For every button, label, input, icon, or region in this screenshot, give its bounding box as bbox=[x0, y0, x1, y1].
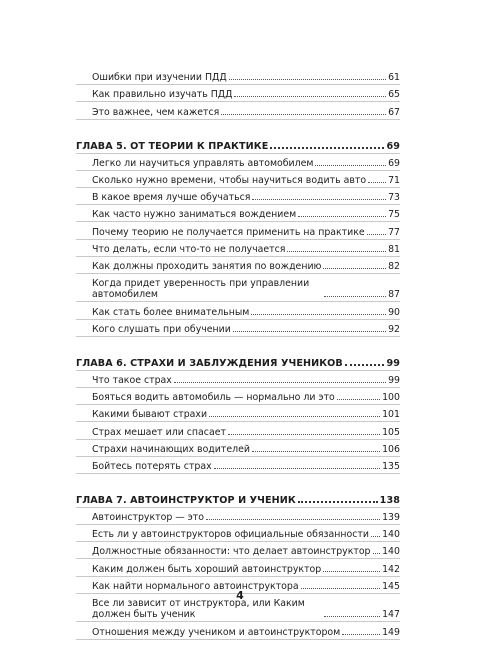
page-reference: 135 bbox=[382, 460, 400, 472]
dot-leader bbox=[367, 234, 386, 235]
page-reference: 61 bbox=[388, 72, 400, 84]
entry-title: Страхи начинающих водителей bbox=[92, 443, 250, 455]
page-reference: 71 bbox=[388, 174, 400, 186]
dot-leader bbox=[315, 165, 386, 166]
page-reference: 106 bbox=[382, 443, 400, 455]
dot-leader bbox=[251, 314, 386, 315]
toc-entry bbox=[76, 257, 400, 274]
toc-entry bbox=[76, 205, 400, 222]
toc-entry bbox=[76, 240, 400, 257]
toc-entry bbox=[76, 405, 400, 422]
entry-title: Когда придет уверенность при управлении автомобилем bbox=[92, 278, 310, 301]
toc-entry bbox=[76, 68, 400, 85]
toc-entry bbox=[76, 422, 400, 439]
dot-leader bbox=[234, 96, 386, 97]
page-reference: 142 bbox=[382, 563, 400, 575]
dot-leader bbox=[324, 616, 380, 617]
entry-title: Все ли зависит от инструктора, или Каким должен быть ученик bbox=[92, 598, 305, 621]
toc-entry bbox=[76, 508, 400, 525]
page-reference: 139 bbox=[382, 512, 400, 524]
toc-entry bbox=[76, 371, 400, 388]
page-reference: 101 bbox=[382, 409, 400, 421]
entry-title: Сколько нужно времени, чтобы научиться водить авто bbox=[92, 174, 367, 186]
dot-leader bbox=[371, 536, 380, 537]
entry-title: Есть ли у автоинструкторов официальные обязанности bbox=[92, 529, 369, 541]
toc-entry bbox=[76, 154, 400, 171]
page-reference: 140 bbox=[382, 546, 400, 558]
dot-leader bbox=[324, 296, 386, 297]
entry-title: В какое время лучше обучаться bbox=[92, 192, 251, 204]
page-reference: 82 bbox=[388, 260, 400, 272]
dot-leader bbox=[373, 553, 381, 554]
dot-leader bbox=[337, 399, 380, 400]
entry-title: Как найти нормального автоинструктора bbox=[92, 580, 299, 592]
dot-leader bbox=[298, 501, 378, 503]
toc-entry bbox=[76, 222, 400, 239]
entry-title: Как правильно изучать ПДД bbox=[92, 89, 233, 101]
dot-leader bbox=[287, 251, 386, 252]
entry-title: Как должны проходить занятия по вождению bbox=[92, 260, 322, 272]
dot-leader bbox=[233, 331, 386, 332]
entry-title: Ошибки при изучении ПДД bbox=[92, 72, 227, 84]
dot-leader bbox=[221, 114, 386, 115]
page-number: 4 bbox=[236, 589, 244, 602]
toc-entry bbox=[76, 320, 400, 337]
entry-title: Какими бывают страхи bbox=[92, 409, 208, 421]
page-reference: 147 bbox=[382, 609, 400, 621]
entry-title: Что такое страх bbox=[92, 374, 172, 386]
dot-leader bbox=[323, 268, 386, 269]
dot-leader bbox=[229, 79, 386, 80]
entry-title: Как часто нужно заниматься вождением bbox=[92, 209, 297, 221]
page-reference: 67 bbox=[388, 106, 400, 118]
page-reference: 73 bbox=[388, 192, 400, 204]
chapter-heading bbox=[76, 137, 400, 154]
dot-leader bbox=[252, 199, 386, 200]
page-reference: 77 bbox=[388, 226, 400, 238]
page-reference: 99 bbox=[386, 357, 400, 369]
page-reference: 75 bbox=[388, 209, 400, 221]
dot-leader bbox=[209, 416, 380, 417]
entry-title: Бойтесь потерять страх bbox=[92, 460, 212, 472]
chapter-title: ГЛАВА 7. АВТОИНСТРУКТОР И УЧЕНИК bbox=[76, 494, 296, 506]
toc-entry bbox=[76, 302, 400, 319]
entry-title: Это важнее, чем кажется bbox=[92, 106, 220, 118]
page-reference: 92 bbox=[388, 323, 400, 335]
toc-entry bbox=[76, 188, 400, 205]
toc-entry bbox=[76, 102, 400, 119]
entry-title: Легко ли научиться управлять автомобилем bbox=[92, 157, 314, 169]
page-reference: 149 bbox=[382, 626, 400, 638]
toc-entry bbox=[76, 559, 400, 576]
page-reference: 90 bbox=[388, 306, 400, 318]
page-reference: 140 bbox=[382, 529, 400, 541]
dot-leader bbox=[368, 182, 386, 183]
entry-title: Отношения между учеником и автоинструктором bbox=[92, 626, 341, 638]
toc-entry bbox=[76, 525, 400, 542]
page-reference: 65 bbox=[388, 89, 400, 101]
page-reference: 69 bbox=[388, 157, 400, 169]
entry-title: Что делать, если что-то не получается bbox=[92, 243, 286, 255]
chapter-heading bbox=[76, 354, 400, 371]
page-reference: 138 bbox=[379, 494, 400, 506]
toc-entry bbox=[76, 440, 400, 457]
entry-title: Каким должен быть хороший автоинструктор bbox=[92, 563, 322, 575]
entry-title: Бояться водить автомобиль — нормально ли это bbox=[92, 392, 335, 404]
toc-entry bbox=[76, 622, 400, 639]
entry-title: Страх мешает или спасает bbox=[92, 426, 226, 438]
dot-leader bbox=[342, 634, 380, 635]
page-reference: 99 bbox=[388, 374, 400, 386]
page-reference: 81 bbox=[388, 243, 400, 255]
chapter-heading bbox=[76, 491, 400, 508]
toc-entry bbox=[76, 457, 400, 474]
dot-leader bbox=[174, 382, 386, 383]
dot-leader bbox=[323, 571, 380, 572]
dot-leader bbox=[298, 216, 386, 217]
page-reference: 87 bbox=[388, 289, 400, 301]
dot-leader bbox=[214, 468, 380, 469]
entry-title: Кого слушать при обучении bbox=[92, 323, 231, 335]
dot-leader bbox=[270, 147, 384, 149]
dot-leader bbox=[252, 451, 380, 452]
toc-entry bbox=[76, 388, 400, 405]
toc-entry bbox=[76, 171, 400, 188]
page-reference: 145 bbox=[382, 580, 400, 592]
toc-entry bbox=[76, 85, 400, 102]
entry-title: Должностные обязанности: что делает автоинструктор bbox=[92, 546, 371, 558]
page-reference: 69 bbox=[386, 140, 400, 152]
entry-title: Автоинструктор — это bbox=[92, 512, 204, 524]
toc-entry bbox=[76, 542, 400, 559]
toc-entry bbox=[76, 274, 400, 303]
chapter-title: ГЛАВА 5. ОТ ТЕОРИИ К ПРАКТИКЕ bbox=[76, 140, 269, 152]
table-of-contents bbox=[76, 68, 400, 640]
dot-leader bbox=[345, 364, 385, 366]
entry-title: Как стать более внимательным bbox=[92, 306, 250, 318]
dot-leader bbox=[206, 519, 380, 520]
dot-leader bbox=[228, 434, 380, 435]
entry-title: Почему теорию не получается применить на практике bbox=[92, 226, 365, 238]
page-reference: 105 bbox=[382, 426, 400, 438]
page-reference: 100 bbox=[382, 392, 400, 404]
chapter-title: ГЛАВА 6. СТРАХИ И ЗАБЛУЖДЕНИЯ УЧЕНИКОВ bbox=[76, 357, 343, 369]
